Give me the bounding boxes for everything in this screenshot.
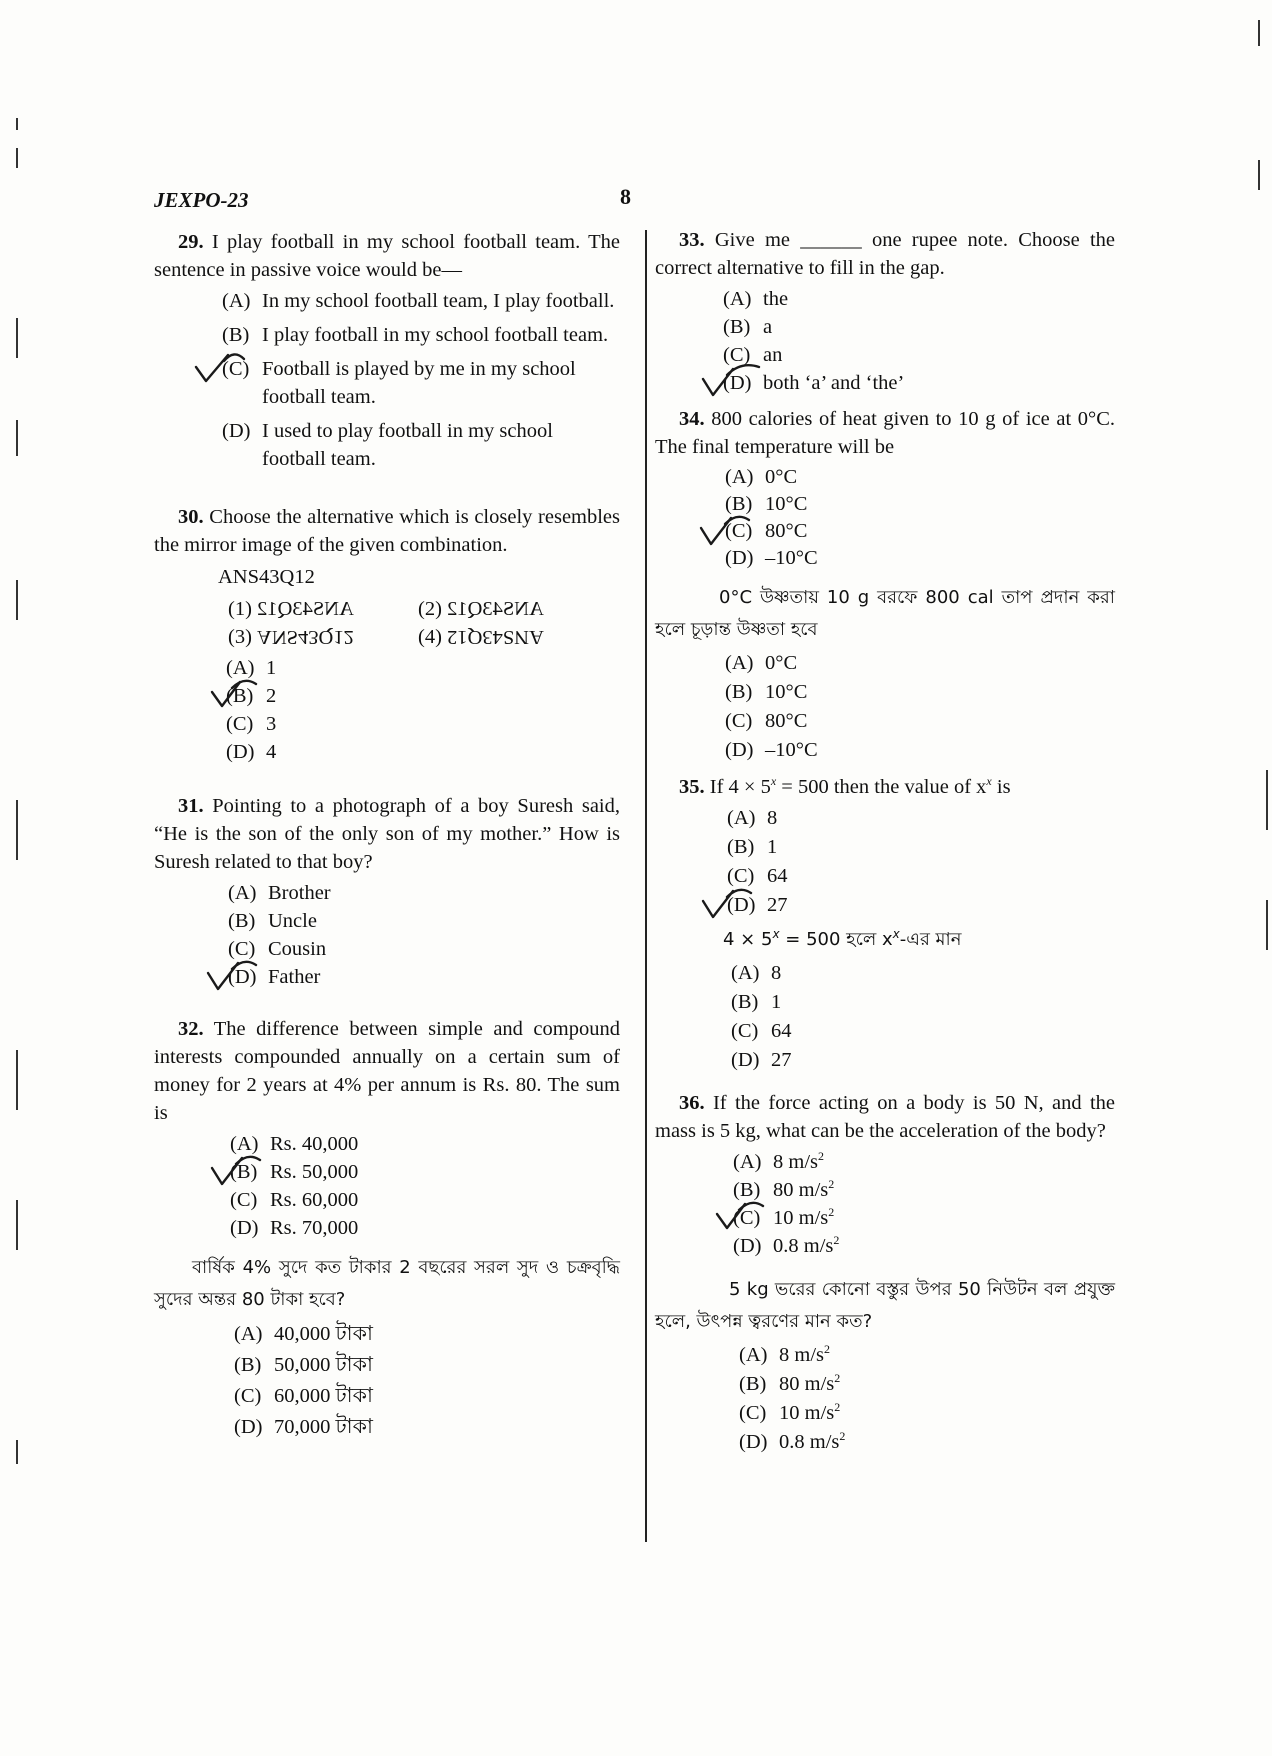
option-d-bengali[interactable]: (D) 27 [731, 1049, 792, 1071]
scan-edge-mark [1258, 20, 1260, 46]
scan-edge-mark [16, 148, 18, 168]
question-number: 33. [679, 229, 705, 251]
question-number: 29. [178, 231, 204, 253]
option-c[interactable]: (C) 80°C [725, 518, 1115, 545]
option-b-bengali[interactable]: (B) 10°C [725, 681, 808, 703]
question-text: If the force acting on a body is 50 N, and the mass is 5 kg, what can be the acceleration of the body? [655, 1092, 1116, 1142]
question-number: 31. [178, 795, 204, 817]
option-c-bengali[interactable]: (C) 64 [731, 1020, 792, 1042]
scan-edge-mark [16, 580, 18, 620]
question-text: The difference between simple and compound interests compounded annually on a certain sum of money for 2 years at 4% per annum is Rs. 80. The sum is [154, 1018, 620, 1124]
option-b-bengali[interactable]: (B) 50,000 টাকা [234, 1354, 373, 1376]
choice-2: (2) ANS43Q12 [418, 598, 544, 620]
question-text: I play football in my school football team. The sentence in passive voice would be— [154, 231, 621, 281]
scan-edge-mark [16, 420, 18, 456]
question-text: Pointing to a photograph of a boy Suresh said, “He is the son of the only son of my mother.” How is Suresh related to that boy? [154, 795, 621, 873]
option-a[interactable]: (A) 8 [727, 807, 778, 829]
option-b[interactable]: (B) 80 $m/s^2$ [733, 1177, 835, 1201]
option-b[interactable]: (B) 2 [226, 682, 620, 710]
scan-edge-mark [16, 1440, 18, 1464]
option-b[interactable]: (B) I play football in my school football team. [222, 324, 609, 346]
question-number: 32. [178, 1018, 204, 1040]
option-c[interactable]: (C) Rs. 60,000 [230, 1189, 359, 1211]
question-text: 800 calories of heat given to 10 g of ice at 0°C. The final temperature will be [655, 408, 1116, 458]
question-35: 35. If $4 \times 5^x = 500$ then the value of $x^x$ is (A) 8 (B) 1 (C) 64 (D) 27 $4 \times 5^x = 500$ হলে $x^x-এর$ মান (A) 8 (B) 1 (C) 64 (D) 27 [655, 773, 1115, 1075]
scan-edge-mark [1258, 160, 1260, 190]
scan-edge-mark [1266, 900, 1268, 950]
question-33: 33. Give me ______ one rupee note. Choose the correct alternative to fill in the gap. (A) the (B) a (C) an (D) both ‘a’ and ‘the’ [655, 226, 1115, 397]
option-d[interactable]: (D) 0.8 $m/s^2$ [733, 1233, 840, 1257]
option-c[interactable]: (C) 64 [727, 865, 788, 887]
option-d[interactable]: (D) 4 [226, 741, 277, 763]
exam-code: JEXPO-23 [154, 188, 249, 212]
option-a[interactable]: (A) Rs. 40,000 [230, 1133, 359, 1155]
choice-4: (4) ANS43Q12 [418, 626, 544, 648]
scan-edge-mark [16, 118, 18, 130]
option-c[interactable]: (C) Football is played by me in my school football team. [222, 355, 620, 411]
option-d[interactable]: (D) both ‘a’ and ‘the’ [723, 369, 1115, 397]
option-c[interactable]: (C) an [723, 344, 783, 366]
option-c-bengali[interactable]: (C) 80°C [725, 710, 808, 732]
question-number: 36. [679, 1092, 705, 1114]
option-d[interactable]: (D) I used to play football in my school football team. [222, 420, 553, 470]
question-text-bengali: 0°C উষ্ণতায় 10 g বরফে 800 cal তাপ প্রদান করা হলে চূড়ান্ত উষ্ণতা হবে [655, 587, 1115, 640]
scan-edge-mark [16, 318, 18, 358]
scan-edge-mark [16, 1050, 18, 1110]
option-b-bengali[interactable]: (B) 1 [731, 991, 782, 1013]
option-c[interactable]: (C) Cousin [228, 938, 327, 960]
option-d[interactable]: (D) –10°C [725, 547, 818, 569]
question-32 [154, 1015, 620, 1443]
question-text: Choose the alternative which is closely resembles the mirror image of the given combination. [154, 506, 621, 556]
question-36 [655, 1089, 1115, 1457]
scan-edge-mark [16, 800, 18, 860]
question-29 [154, 228, 620, 473]
option-a[interactable]: (A) 0°C [725, 466, 798, 488]
option-c-bengali[interactable]: (C) 60,000 টাকা [234, 1385, 373, 1407]
option-b-bengali[interactable]: (B) 80 $m/s^2$ [739, 1371, 841, 1395]
fill-blank: ______ [800, 229, 862, 251]
option-a-bengali[interactable]: (A) 0°C [725, 652, 798, 674]
question-30 [154, 503, 620, 766]
mirror-choices [228, 595, 620, 651]
option-c[interactable]: (C) 3 [226, 713, 277, 735]
option-c[interactable]: (C) 10 $m/s^2$ [733, 1204, 1115, 1232]
option-d[interactable]: (D) 27 [727, 891, 1115, 920]
question-31 [154, 792, 620, 991]
question-number: 35. [679, 776, 705, 798]
option-a[interactable]: (A) the [723, 288, 789, 310]
option-a-bengali[interactable]: (A) 40,000 টাকা [234, 1323, 373, 1345]
option-d[interactable]: (D) Father [228, 963, 620, 991]
scan-edge-mark [16, 1200, 18, 1250]
question-text-bengali: 5 kg ভরের কোনো বস্তুর উপর 50 নিউটন বল প্রযুক্ত হলে, উৎপন্ন ত্বরণের মান কত? [655, 1279, 1115, 1332]
option-d[interactable]: (D) Rs. 70,000 [230, 1217, 359, 1239]
option-b[interactable]: (B) Uncle [228, 910, 317, 932]
option-b[interactable]: (B) 10°C [725, 493, 808, 515]
question-number: 30. [178, 506, 204, 528]
option-a[interactable]: (A) 8 $m/s^2$ [733, 1149, 824, 1173]
scan-edge-mark [1266, 770, 1268, 830]
column-divider [645, 230, 647, 1542]
option-a[interactable]: (A) 1 [226, 657, 277, 679]
question-text-bengali: বার্ষিক 4% সুদে কত টাকার 2 বছরের সরল সুদ ও চক্রবৃদ্ধি সুদের অন্তর 80 টাকা হবে? [154, 1257, 620, 1310]
right-column [655, 226, 1115, 1457]
option-d-bengali[interactable]: (D) –10°C [725, 739, 818, 761]
option-a[interactable]: (A) Brother [228, 882, 331, 904]
page-number: 8 [620, 184, 631, 209]
option-b[interactable]: (B) 1 [727, 836, 778, 858]
option-d-bengali[interactable]: (D) 0.8 $m/s^2$ [739, 1429, 846, 1453]
option-b[interactable]: (B) a [723, 316, 773, 338]
option-a-bengali[interactable]: (A) 8 [731, 962, 782, 984]
question-text-bengali: $4 \times 5^x = 500$ হলে $x^x-এর$ মান [723, 927, 962, 950]
question-34 [655, 405, 1115, 765]
choice-1: (1) ANS43Q12 [228, 598, 354, 620]
question-number: 34. [679, 408, 705, 430]
left-column [154, 228, 620, 1443]
choice-3: (3) ANS43Q12 [228, 626, 354, 648]
option-a[interactable]: (A) In my school football team, I play football. [222, 290, 615, 312]
option-a-bengali[interactable]: (A) 8 $m/s^2$ [739, 1342, 830, 1366]
given-combination: ANS43Q12 [218, 566, 315, 588]
option-d-bengali[interactable]: (D) 70,000 টাকা [234, 1416, 373, 1438]
option-b[interactable]: (B) Rs. 50,000 [230, 1158, 620, 1186]
option-c-bengali[interactable]: (C) 10 $m/s^2$ [739, 1400, 841, 1424]
